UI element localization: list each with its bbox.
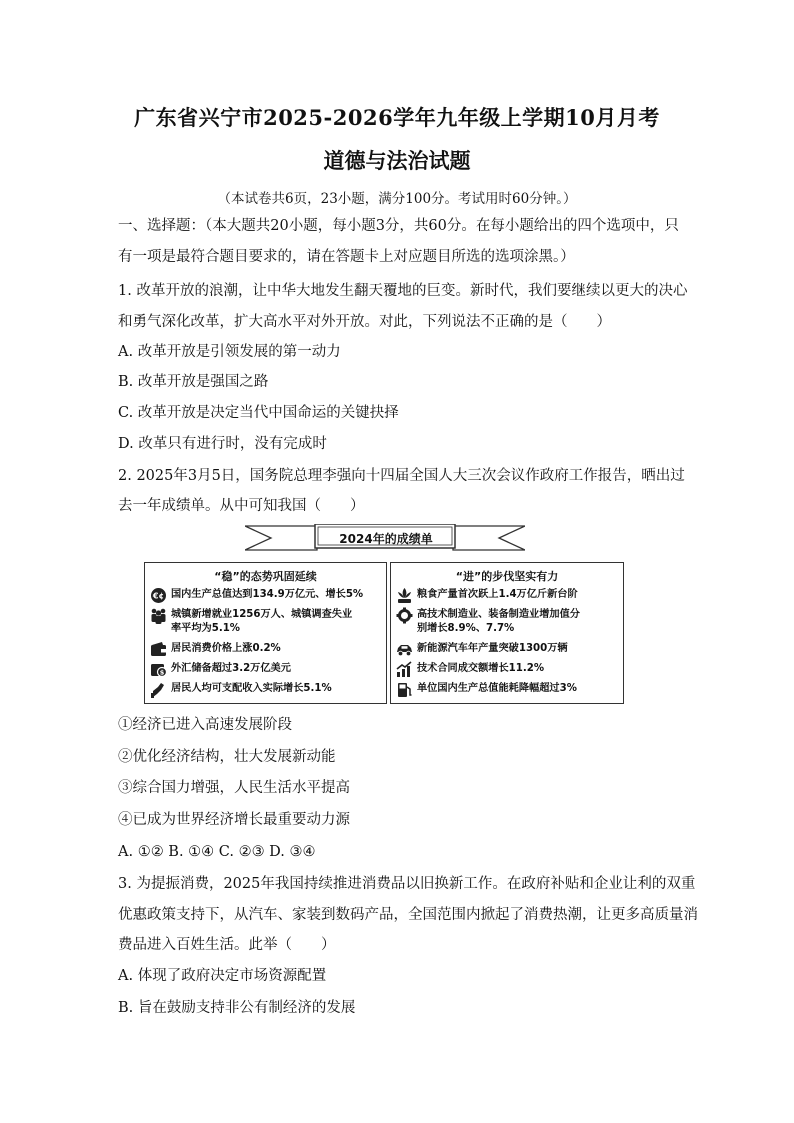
progress-item-manufacturing-text: 高技术制造业、装备制造业增加值分 — [417, 609, 580, 620]
car-icon — [396, 641, 413, 658]
stable-item-reserves-text: 外汇储备超过3.2万亿美元 — [171, 663, 291, 674]
q3-stem-line-1: 3. 为提振消费，2025年我国持续推进消费品以旧换新工作。在政府补贴和企业让利的双重 — [118, 876, 696, 892]
q2-statement-2: ②优化经济结构，壮大发展新动能 — [118, 749, 336, 765]
progress-item-nev-text: 新能源汽车年产量突破1300万辆 — [417, 643, 568, 654]
q2-statement-1: ①经济已进入高速发展阶段 — [118, 717, 292, 733]
page-title: 广东省兴宁市2025-2026学年九年级上学期10月月考 — [134, 105, 660, 130]
progress-panel — [390, 562, 624, 704]
growth-chart-icon — [396, 661, 413, 678]
q3-option-b: B. 旨在鼓励支持非公有制经济的发展 — [118, 1000, 356, 1016]
q3-stem-line-3: 费品进入百姓生活。此举（ ） — [118, 937, 336, 953]
q1-option-c: C. 改革开放是决定当代中国命运的关键抉择 — [118, 405, 399, 421]
wallet-icon — [150, 641, 167, 658]
stable-item-gdp-text: 国内生产总值达到134.9万亿元、增长5% — [171, 589, 364, 600]
q1-stem-line-1: 1. 改革开放的浪潮，让中华大地发生翻天覆地的巨变。新时代，我们要继续以更大的决心 — [118, 283, 688, 299]
q3-stem-line-2: 优惠政策支持下，从汽车、家装到数码产品，全国范围内掀起了消费热潮，让更多高质量消 — [118, 907, 698, 923]
progress-item-manufacturing-text-2: 别增长8.9%、7.7% — [417, 623, 515, 634]
hand-icon — [150, 681, 167, 698]
stable-panel — [144, 562, 387, 704]
q2-stem-line-2: 去一年成绩单。从中可知我国（ ） — [118, 498, 365, 514]
page-subtitle: 道德与法治试题 — [323, 148, 471, 173]
stable-item-cpi-text: 居民消费价格上涨0.2% — [171, 643, 281, 654]
q2-stem-line-1: 2. 2025年3月5日，国务院总理李强向十四届全国人大三次会议作政府工作报告，晒出过 — [118, 468, 685, 484]
stable-item-employment-text: 城镇新增就业1256万人、城镇调查失业 — [171, 609, 353, 620]
q2-statement-3: ③综合国力增强，人民生活水平提高 — [118, 780, 350, 796]
gdp-coin-icon — [150, 587, 167, 604]
fuel-icon — [396, 681, 413, 698]
section-instructions-line-1: 一、选择题：（本大题共20小题，每小题3分，共60分。在每小题给出的四个选项中，只 — [118, 218, 679, 234]
svg-text:$: $ — [159, 668, 165, 677]
achievement-infographic — [141, 524, 627, 708]
stable-panel-heading: “稳”的态势巩固延续 — [214, 570, 317, 583]
banner-title: 2024年的成绩单 — [339, 532, 433, 546]
q1-option-a: A. 改革开放是引领发展的第一动力 — [118, 344, 341, 360]
stable-item-employment-text-2: 率平均为5.1% — [171, 623, 241, 634]
section-instructions-line-2: 有一项是最符合题目要求的，请在答题卡上对应题目所选的选项涂黑。） — [118, 249, 575, 265]
gear-icon — [396, 607, 413, 624]
q2-statement-4: ④已成为世界经济增长最重要动力源 — [118, 812, 350, 828]
q3-option-a: A. 体现了政府决定市场资源配置 — [118, 968, 327, 984]
money-icon — [150, 661, 167, 678]
exam-note: （本试卷共6页，23小题，满分100分。考试用时60分钟。） — [217, 191, 577, 207]
progress-item-grain-text: 粮食产量首次跃上1.4万亿斤新台阶 — [417, 589, 578, 600]
stable-item-income-text: 居民人均可支配收入实际增长5.1% — [171, 683, 332, 694]
q2-options: A. ①② B. ①④ C. ②③ D. ③④ — [118, 844, 316, 860]
progress-item-tech-contracts-text: 技术合同成交额增长11.2% — [417, 663, 545, 674]
svg-text:€¢: €¢ — [152, 591, 165, 601]
progress-panel-heading: “进”的步伐坚实有力 — [455, 570, 559, 583]
people-icon — [150, 607, 167, 624]
q1-stem-line-2: 和勇气深化改革，扩大高水平对外开放。对此，下列说法不正确的是（ ） — [118, 314, 611, 330]
q1-option-d: D. 改革只有进行时，没有完成时 — [118, 436, 327, 452]
q1-option-b: B. 改革开放是强国之路 — [118, 374, 269, 390]
progress-item-energy-text: 单位国内生产总值能耗降幅超过3% — [417, 683, 577, 694]
grain-icon — [396, 587, 413, 604]
